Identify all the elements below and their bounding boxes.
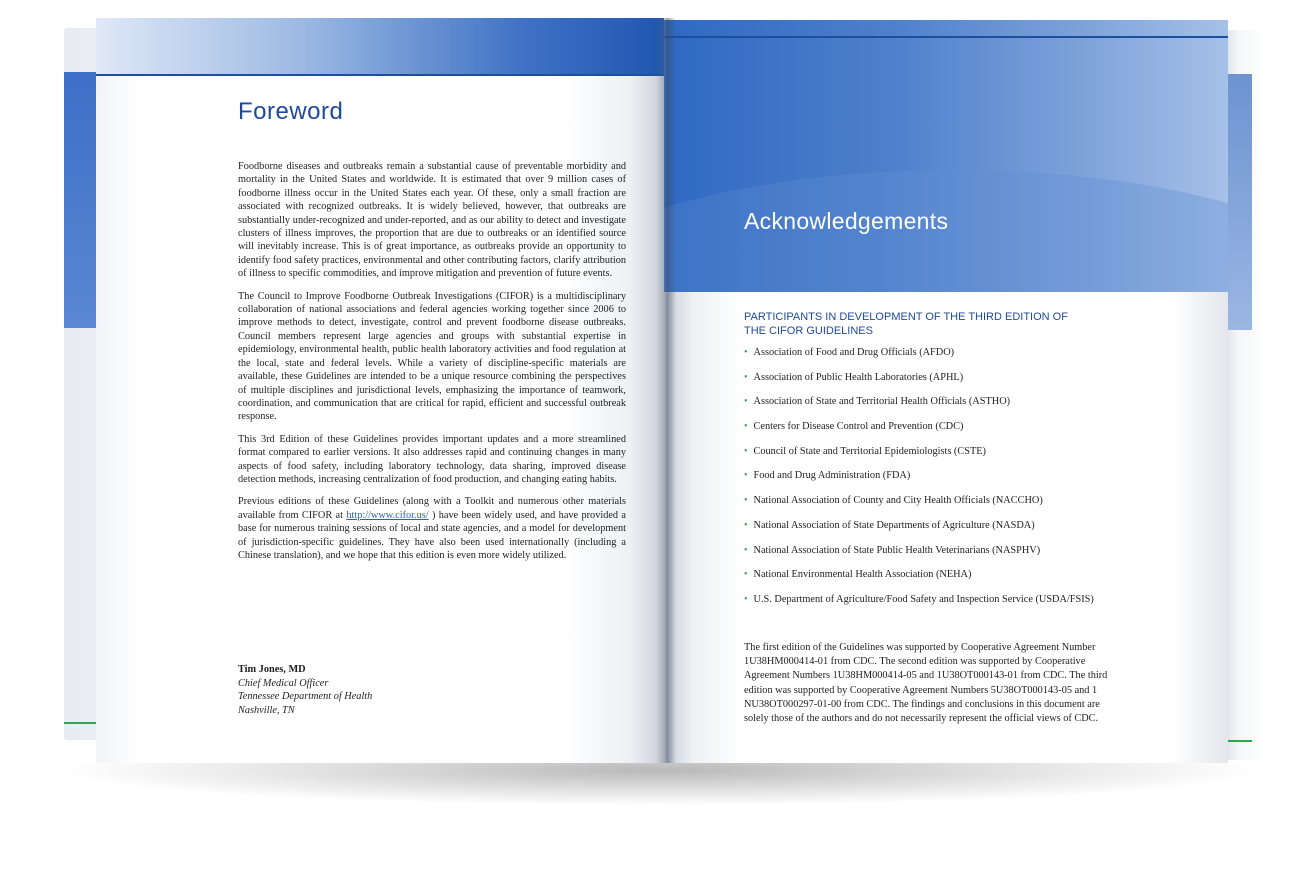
bullet-icon: • (744, 470, 748, 482)
paragraph-4-text-start: Previous editions of these Guidelines (along with a Toolkit and numerous other materials available from CIFOR at (238, 496, 626, 521)
participant-name: National Environmental Health Association (NEHA) (753, 569, 972, 581)
funding-note: The first edition of the Guidelines was supported by Cooperative Agreement Number 1U38HM000414-01 from CDC. The second edition was supported by Cooperative Agreement Numbers 1U38HM000414-05 and 1U38OT000143-01 from CDC. The third edition was supported by Cooperative Agreement Numbers 5U38OT000143-05 and 1 NU38OT000297-01-00 from CDC. The findings and conclusions in this document are solely those of the authors and do not necessarily represent the official views of CDC. (744, 642, 1108, 725)
left-page (96, 18, 664, 763)
list-item (744, 372, 1094, 397)
list-item (744, 347, 1094, 372)
foreword-title: Foreword (238, 98, 344, 125)
left-page-header-rule (96, 74, 664, 76)
signature-block (238, 663, 538, 717)
participants-heading: PARTICIPANTS IN DEVELOPMENT OF THE THIRD EDITION OF THE CIFOR GUIDELINES (744, 311, 1068, 337)
right-page (664, 20, 1228, 763)
signature-role: Chief Medical Officer (238, 677, 329, 689)
foreword-paragraph-2: The Council to Improve Foodborne Outbreak Investigations (CIFOR) is a multidisciplinary collaboration of national associations and federal agencies working together since 2006 to improve methods to detect, investigate, control and prevent foodborne disease outbreaks. Council members represent large agencies and groups with substantial expertise in epidemiology, environmental health, public health laboratory activities and food regulation at the local, state and federal levels. While a variety of discipline-specific materials are available, these Guidelines are intended to be a unique resource combining the perspectives of multiple disciplines and jurisdictional levels, emphasizing the importance of teamwork, coordination, and communication that are critical for rapid, efficient and successful outbreak response. (238, 290, 626, 423)
list-item (744, 545, 1094, 570)
foreword-paragraph-3: This 3rd Edition of these Guidelines provides important updates and a more streamlined format compared to earlier versions. It also addresses rapid and continuing changes in many aspects of food safety, including laboratory technology, data sharing, improved disease detection methods, increasing centralization of food production, and changing eating habits. (238, 433, 626, 485)
cifor-website-link[interactable]: http://www.cifor.us/ (346, 509, 429, 521)
acknowledgements-title: Acknowledgements (744, 208, 949, 234)
participant-name: National Association of State Public Health Veterinarians (NASPHV) (753, 544, 1041, 556)
bullet-icon: • (744, 421, 748, 433)
foreword-paragraph-4 (238, 495, 626, 562)
participant-name: Council of State and Territorial Epidemiologists (CSTE) (753, 445, 986, 457)
bullet-icon: • (744, 371, 748, 383)
right-page-header-rule (664, 36, 1228, 38)
list-item (744, 396, 1094, 421)
bullet-icon: • (744, 445, 748, 457)
participant-name: Association of Food and Drug Officials (AFDO) (753, 347, 955, 358)
participant-name: Food and Drug Administration (FDA) (753, 470, 911, 482)
bullet-icon: • (744, 593, 748, 605)
left-page-header-band (96, 18, 664, 74)
list-item (744, 520, 1094, 545)
book-spine (656, 18, 676, 763)
signature-name: Tim Jones, MD (238, 664, 306, 675)
participant-name: National Association of County and City Health Officials (NACCHO) (753, 495, 1043, 507)
participant-name: National Association of State Departments of Agriculture (NASDA) (753, 519, 1035, 531)
foreword-body (238, 160, 626, 571)
participant-name: Association of State and Territorial Health Officials (ASTHO) (753, 396, 1011, 408)
signature-organization: Tennessee Department of Health (238, 691, 373, 702)
signature-location: Nashville, TN (238, 704, 295, 716)
bullet-icon: • (744, 396, 748, 408)
list-item (744, 470, 1094, 495)
foreword-paragraph-1: Foodborne diseases and outbreaks remain a substantial cause of preventable morbidity and mortality in the United States and worldwide. It is estimated that over 9 million cases of foodborne illness occur in the United States each year. Of these, only a small fraction are associated with recognized outbreaks. It is widely believed, however, that outbreaks are substantially under-recognized and under-reported, and as our ability to detect and investigate clusters of illness improves, the proportion that are due to outbreaks or an identified source will inevitably increase. This is of great importance, as outbreaks provide an opportunity to identify food safety practices, environmental and other contributing factors, clarify attribution of illness to specific commodities, and improve mitigation and prevention of future events. (238, 161, 626, 280)
bullet-icon: • (744, 495, 748, 507)
bullet-icon: • (744, 347, 748, 358)
list-item (744, 569, 1094, 594)
paragraph-4-text-end: ) have been widely used, and have provided a base for numerous training sessions of local and state agencies, and a model for development of jurisdiction-specific guidelines. They have also been used internationally (including a Chinese translation), and we hope that this edition is even more widely utilized. (238, 509, 626, 561)
acknowledgements-hero-banner (664, 20, 1228, 292)
participant-name: Association of Public Health Laboratories (APHL) (753, 371, 964, 383)
bullet-icon: • (744, 544, 748, 556)
participants-list (744, 347, 1094, 619)
bullet-icon: • (744, 569, 748, 581)
bullet-icon: • (744, 519, 748, 531)
list-item (744, 446, 1094, 471)
participant-name: U.S. Department of Agriculture/Food Safety and Inspection Service (USDA/FSIS) (753, 593, 1094, 605)
list-item (744, 495, 1094, 520)
list-item (744, 594, 1094, 619)
list-item (744, 421, 1094, 446)
participant-name: Centers for Disease Control and Prevention (CDC) (753, 421, 964, 433)
